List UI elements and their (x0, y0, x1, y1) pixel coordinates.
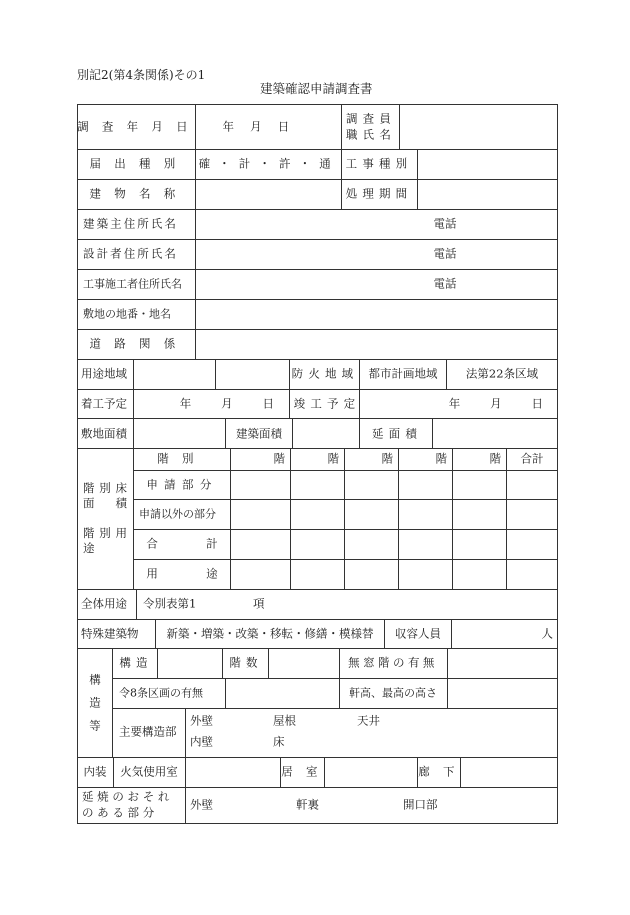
overall-use-label: 全体用途 (81, 596, 127, 611)
fire-spread-label-1: 延焼のおそれ (82, 789, 174, 804)
capacity-unit: 人 (541, 626, 553, 641)
start-plan-label: 着工予定 (81, 396, 127, 411)
inspector-name-field[interactable] (400, 105, 557, 149)
row-total-label: 合計 (146, 536, 266, 551)
notification-type-label: 届出種別 (89, 156, 189, 171)
form-grid-lines (77, 104, 558, 824)
construction-type-label: 工事種別 (345, 156, 413, 171)
living-room-label: 居室 (281, 764, 331, 779)
capacity-label: 収容人員 (395, 626, 441, 641)
building-name-label: 建物名称 (89, 186, 189, 201)
floor-col-1: 階 (273, 451, 285, 466)
processing-period-label: 処理期間 (345, 186, 413, 201)
outer-wall-label: 外壁 (190, 713, 213, 728)
structure-label: 構造 (119, 655, 153, 670)
processing-period-field[interactable] (418, 180, 557, 209)
floor-side-label-area: 階別床面積 (83, 481, 127, 510)
site-lot-label: 敷地の地番・地名 (83, 307, 171, 321)
fire-spread-opening: 開口部 (403, 797, 438, 812)
floor-col-4: 階 (435, 451, 447, 466)
start-plan-date: 年 月 日 (179, 396, 277, 411)
main-structure-label: 主要構造部 (119, 724, 177, 739)
annex-label: 別記2(第4条関係)その1 (77, 68, 206, 82)
designer-phone-label: 電話 (433, 246, 457, 261)
survey-date-value: 年 月 日 (222, 119, 292, 134)
floor-label: 床 (273, 734, 285, 749)
row-other-label: 申請以外の部分 (139, 507, 216, 521)
interior-label: 内装 (83, 764, 107, 779)
windowless-label: 無窓階の有無 (348, 655, 438, 670)
ceiling-label: 天井 (357, 713, 380, 728)
article8-label: 令8条区画の有無 (119, 686, 203, 700)
form-title: 建築確認申請調査書 (260, 81, 373, 96)
ordinance-label: 令別表第1 (143, 596, 197, 611)
fire-spread-outer-wall: 外壁 (190, 797, 213, 812)
construction-type-field[interactable] (418, 150, 557, 179)
road-label: 道路関係 (89, 336, 189, 351)
row-use-label: 用途 (146, 566, 266, 581)
fire-zone-label: 防火地域 (291, 366, 359, 381)
structure-side-label: 構造等 (89, 672, 101, 733)
floor-col-5: 階 (489, 451, 501, 466)
total-floor-area-label: 延面積 (371, 426, 423, 441)
use-district-label: 用途地域 (81, 366, 127, 381)
inspector-label-line2: 職氏名 (345, 127, 397, 142)
notification-type-options[interactable]: 確・計・許・通 (198, 156, 340, 171)
site-area-label: 敷地面積 (81, 426, 127, 441)
designer-label: 設計者住所氏名 (83, 246, 178, 261)
floor-col-total: 合計 (520, 451, 544, 466)
roof-label: 屋根 (273, 713, 296, 728)
inner-wall-label: 内壁 (190, 734, 213, 749)
ordinance-item-label: 項 (253, 596, 265, 611)
completion-plan-label: 竣工予定 (293, 396, 361, 411)
completion-plan-date: 年 月 日 (448, 396, 546, 411)
corridor-label: 廊下 (418, 764, 468, 779)
floor-header: 階別 (157, 451, 207, 466)
special-building-label: 特殊建築物 (81, 626, 139, 641)
fire-room-label: 火気使用室 (120, 764, 178, 779)
owner-label: 建築主住所氏名 (83, 216, 178, 231)
inspector-label-line1: 調査員 (345, 111, 397, 126)
survey-date-label: 調査年月日 (77, 119, 201, 134)
floors-label: 階数 (229, 655, 263, 670)
building-name-field[interactable] (196, 180, 341, 209)
owner-phone-label: 電話 (433, 216, 457, 231)
floor-col-3: 階 (381, 451, 393, 466)
row-applied-label: 申請部分 (146, 477, 218, 492)
urban-planning-label: 都市計画地域 (368, 366, 438, 381)
eaves-height-label: 軒高、最高の高さ (349, 686, 437, 700)
contractor-phone-label: 電話 (433, 276, 457, 291)
fire-spread-label-2: のある部分 (82, 805, 158, 820)
work-types[interactable]: 新築・増築・改築・移転・修繕・模様替 (166, 626, 374, 641)
application-survey-form (77, 104, 558, 824)
fire-spread-eaves: 軒裏 (296, 797, 319, 812)
building-area-label: 建築面積 (236, 426, 282, 441)
article22-label: 法第22条区域 (465, 366, 539, 381)
floor-col-2: 階 (327, 451, 339, 466)
floor-side-label-use: 階別用途 (83, 526, 127, 555)
contractor-label: 工事施工者住所氏名 (83, 277, 182, 291)
